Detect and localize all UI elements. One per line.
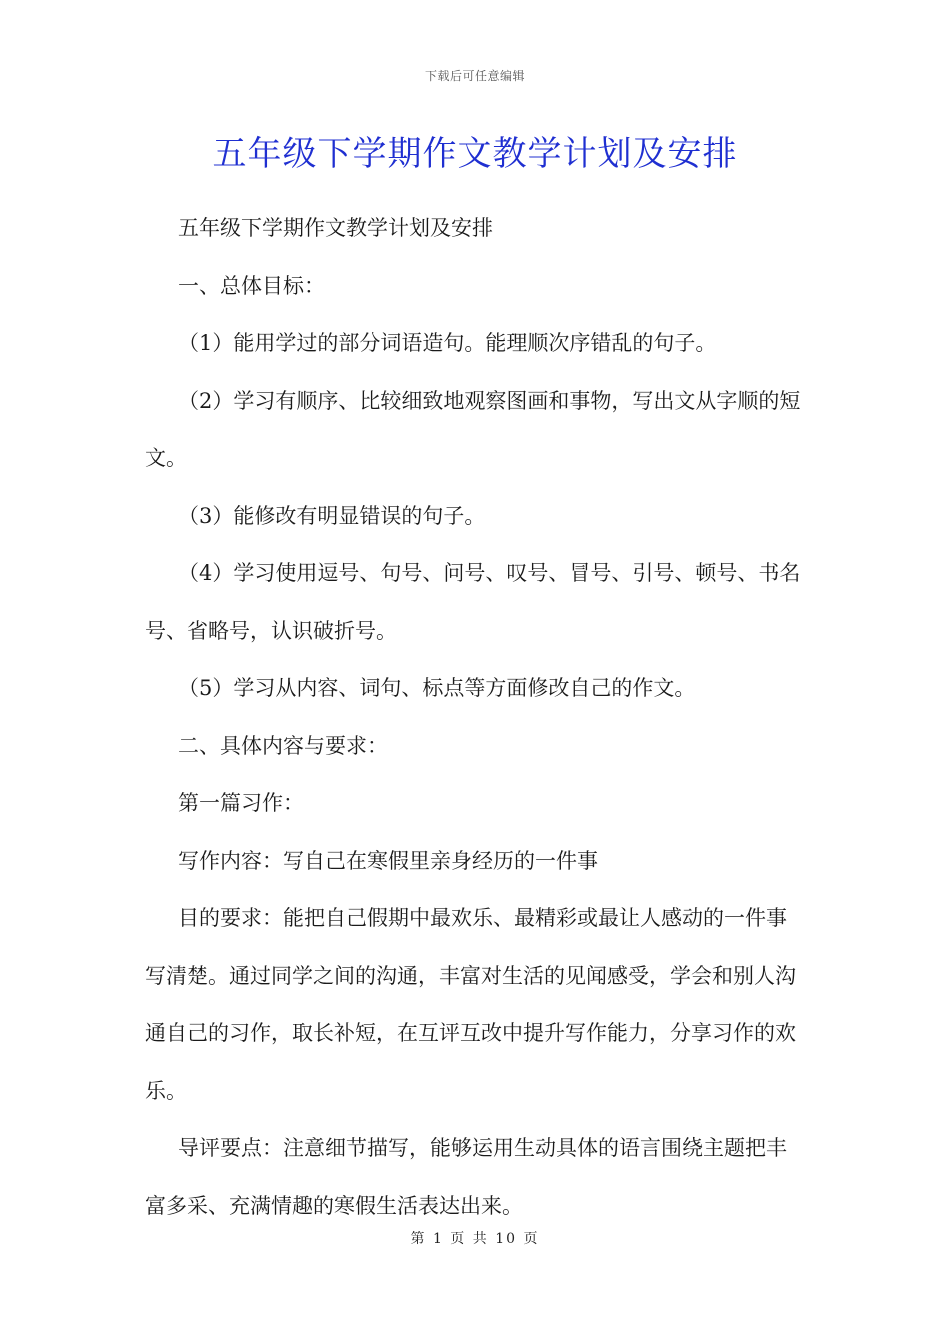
paragraph-subtitle: 五年级下学期作文教学计划及安排 (178, 216, 493, 240)
document-title: 五年级下学期作文教学计划及安排 (212, 134, 738, 174)
header-note: 下载后可任意编辑 (424, 69, 525, 83)
paragraph-goal-5: （5）学习从内容、词句、标点等方面修改自己的作文。 (178, 676, 696, 700)
paragraph-objectives: 目的要求：能把自己假期中最欢乐、最精彩或最让人感动的一件事写清楚。通过同学之间的沟通，丰富对生活的见闻感受，学会和别人沟通自己的习作，取长补短，在互评互改中提升写作能力，分享习作的欢乐。 (145, 906, 796, 1103)
paragraph-writing-content: 写作内容：写自己在寒假里亲身经历的一件事 (178, 848, 598, 873)
paragraph-guidance: 导评要点：注意细节描写，能够运用生动具体的语言围绕主题把丰富多采、充满情趣的寒假生活表达出来。 (145, 1136, 787, 1218)
paragraph-goal-3: （3）能修改有明显错误的句子。 (178, 503, 486, 528)
paragraph-goal-4: （4）学习使用逗号、句号、问号、叹号、冒号、引号、顿号、书名号、省略号，认识破折号。 (145, 561, 801, 643)
paragraph-section-2-heading: 二、具体内容与要求： (178, 733, 388, 758)
document-body (145, 200, 807, 1235)
paragraph-section-1-heading: 一、总体目标： (178, 273, 325, 298)
paragraph-goal-1: （1）能用学过的部分词语造句。能理顺次序错乱的句子。 (178, 331, 717, 355)
page-footer: 第 1 页 共 10 页 (410, 1231, 540, 1247)
paragraph-goal-2: （2）学习有顺序、比较细致地观察图画和事物，写出文从字顺的短文。 (145, 388, 801, 470)
paragraph-essay-1-heading: 第一篇习作： (178, 791, 304, 815)
